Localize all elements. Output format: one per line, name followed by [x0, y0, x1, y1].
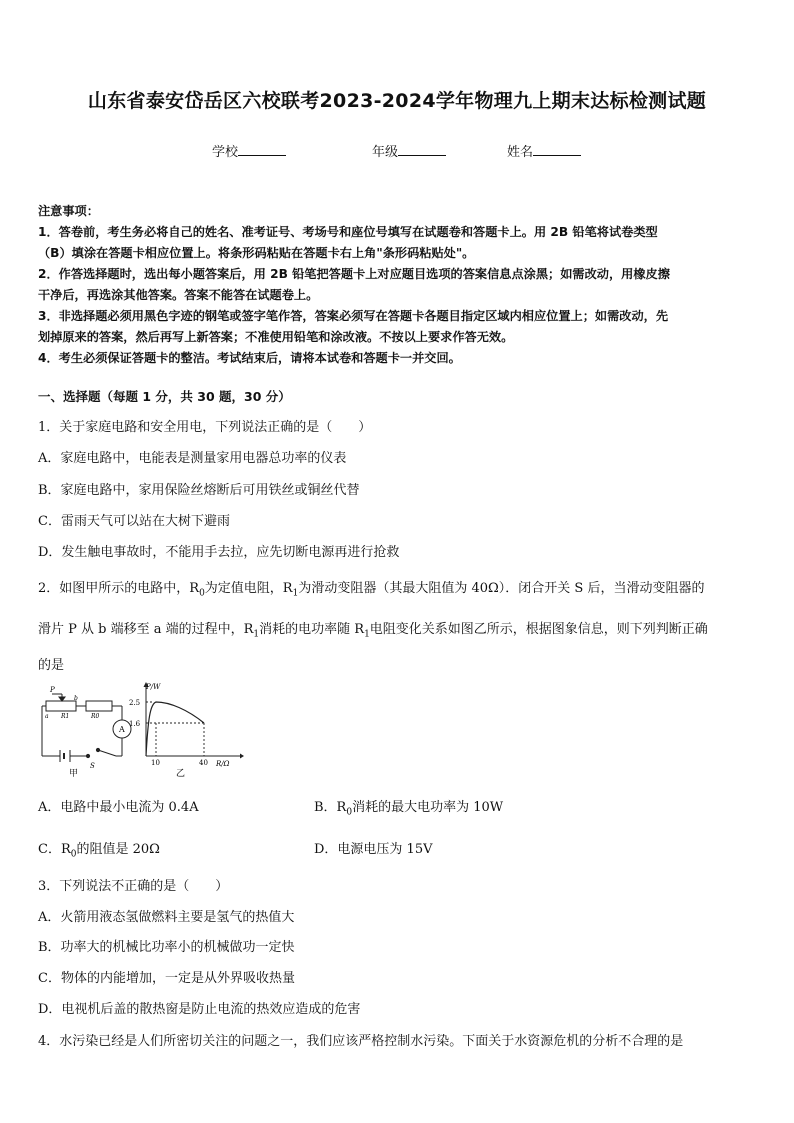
question-2-stem-line-2: 滑片 P 从 b 端移至 a 端的过程中，$R_1$消耗的电功率随 $R_1$电阻变化关系如图乙所示，根据图象信息，则下列判断正确: [38, 622, 708, 640]
r0-resistor: [86, 701, 112, 711]
graph-x-tick-10: 10: [151, 759, 160, 767]
school-field: [212, 141, 286, 160]
r0-label: R0: [91, 713, 100, 720]
slider-arrow: [59, 697, 65, 701]
graph-y-axis-label: P/W: [146, 683, 161, 691]
school-label: 学校: [212, 145, 239, 160]
question-1-option-a: A．家庭电路中，电能表是测量家用电器总功率的仪表: [38, 451, 347, 466]
notice-heading: 注意事项：: [38, 204, 99, 218]
r1-resistor: [46, 701, 76, 711]
school-blank: [238, 143, 286, 156]
question-2-option-d: D．电源电压为 15V: [314, 842, 433, 857]
question-3-option-b: B．功率大的机械比功率小的机械做功一定快: [38, 940, 295, 955]
notice-line: （B）填涂在答题卡相应位置上。将条形码粘贴在答题卡右上角"条形码粘贴处"。: [38, 246, 475, 260]
question-1-option-d: D．发生触电事故时，不能用手去拉，应先切断电源再进行抢救: [38, 545, 400, 560]
figure-yi-caption: 乙: [176, 769, 186, 779]
grade-field: [372, 141, 446, 160]
question-4-stem: 4．水污染已经是人们所密切关注的问题之一，我们应该严格控制水污染。下面关于水资源危机的分析不合理的是: [38, 1034, 684, 1049]
name-label: 姓名: [507, 145, 534, 160]
switch-label: S: [90, 762, 95, 770]
question-1-option-b: B．家庭电路中，家用保险丝熔断后可用铁丝或铜丝代替: [38, 483, 360, 498]
notice-line: 干净后，再选涂其他答案。答案不能答在试题卷上。: [38, 288, 319, 302]
notice-line: 4．考生必须保证答题卡的整洁。考试结束后，请将本试卷和答题卡一并交回。: [38, 351, 461, 365]
grade-label: 年级: [372, 145, 399, 160]
question-3-stem: 3．下列说法不正确的是（ ）: [38, 879, 229, 894]
ammeter-label: A: [119, 725, 125, 734]
question-2-option-a: A．电路中最小电流为 0.4A: [38, 800, 199, 815]
notice-line: 3．非选择题必须用黑色字迹的钢笔或签字笔作答，答案必须写在答题卡各题目指定区域内相应位置上；如需改动，先: [38, 309, 669, 323]
question-3-option-d: D．电视机后盖的散热窗是防止电流的热效应造成的危害: [38, 1002, 361, 1017]
terminal-b-label: b: [74, 695, 78, 702]
question-1-option-c: C．雷雨天气可以站在大树下避雨: [38, 514, 230, 529]
graph-x-tick-40: 40: [199, 759, 208, 767]
notice-line: 划掉原来的答案，然后再写上新答案；不准使用铅笔和涂改液。不按以上要求作答无效。: [38, 330, 514, 344]
notice-block: [38, 201, 760, 369]
question-3-option-c: C．物体的内能增加，一定是从外界吸收热量: [38, 971, 295, 986]
question-2-option-b: B．$R_0$消耗的最大电功率为 10W: [314, 800, 504, 818]
question-3-option-a: A．火箭用液态氢做燃料主要是氢气的热值大: [38, 910, 295, 925]
question-2-option-c: C．$R_0$的阻值是 20Ω: [38, 842, 160, 860]
power-curve: [146, 702, 204, 756]
power-graph: [129, 682, 244, 779]
question-1-stem: 1．关于家庭电路和安全用电，下列说法正确的是（ ）: [38, 420, 372, 435]
circuit-diagram: [42, 694, 131, 762]
slider-label: P: [50, 686, 55, 694]
graph-y-tick-1-6: 1.6: [129, 720, 141, 728]
section-heading: 一、选择题（每题 1 分，共 30 题，30 分）: [38, 389, 291, 404]
name-blank: [533, 143, 581, 156]
graph-y-tick-2-5: 2.5: [129, 699, 141, 707]
terminal-a-label: a: [45, 713, 49, 720]
figure-jia-caption: 甲: [69, 769, 79, 779]
question-2-stem-line-3: 的是: [38, 658, 65, 673]
question-2-stem-line-1: 2．如图甲所示的电路中，$R_0$为定值电阻，$R_1$为滑动变阻器（其最大阻值为 40Ω）．闭合开关 S 后，当滑动变阻器的: [38, 581, 705, 599]
r1-label: R1: [61, 713, 70, 720]
grade-blank: [398, 143, 446, 156]
notice-line: 2．作答选择题时，选出每小题答案后，用 2B 铅笔把答题卡上对应题目选项的答案信息点涂黑；如需改动，用橡皮擦: [38, 267, 670, 281]
notice-line: 1．答卷前，考生务必将自己的姓名、准考证号、考场号和座位号填写在试题卷和答题卡上。用 2B 铅笔将试卷类型: [38, 225, 658, 239]
name-field: [507, 141, 581, 160]
graph-x-axis-label: R/Ω: [216, 760, 230, 768]
question-2-figure: [36, 680, 246, 780]
exam-title: 山东省泰安岱岳区六校联考2023-2024学年物理九上期末达标检测试题: [87, 90, 707, 112]
